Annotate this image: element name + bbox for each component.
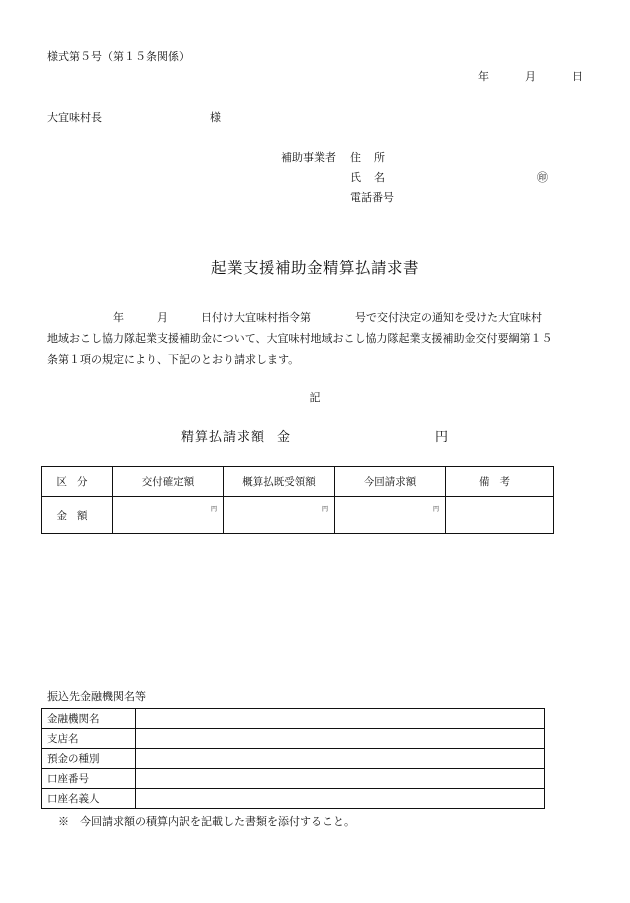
header-advance-received: 概算払既受領額 bbox=[224, 467, 335, 497]
bank-row bbox=[42, 729, 545, 749]
seal-mark: ㊞ bbox=[537, 171, 548, 184]
current-claim-cell[interactable]: 円 bbox=[335, 497, 446, 534]
header-remarks: 備考 bbox=[446, 467, 554, 497]
account-number-field[interactable] bbox=[136, 769, 545, 789]
ki-heading: 記 bbox=[309, 391, 321, 404]
deposit-type-field[interactable] bbox=[136, 749, 545, 769]
body-line-1: 年 月 日付け大宜味村指令第 号で交付決定の通知を受けた大宜味村 bbox=[47, 311, 542, 324]
confirmed-amount-cell[interactable]: 円 bbox=[113, 497, 224, 534]
attachment-note: ※ 今回請求額の積算内訳を記載した書類を添付すること。 bbox=[58, 815, 355, 828]
bank-heading: 振込先金融機関名等 bbox=[47, 690, 146, 703]
name-label: 氏名 bbox=[350, 171, 398, 184]
bank-name-field[interactable] bbox=[136, 709, 545, 729]
date-month-label: 月 bbox=[525, 70, 536, 83]
body-paragraph bbox=[47, 307, 587, 370]
account-holder-label: 口座名義人 bbox=[42, 789, 136, 809]
document-title: 起業支援補助金精算払請求書 bbox=[210, 259, 419, 277]
amount-value-row bbox=[42, 497, 554, 534]
header-category: 区分 bbox=[42, 467, 113, 497]
bank-row bbox=[42, 789, 545, 809]
addressee-honorific: 様 bbox=[210, 111, 221, 124]
deposit-type-label: 預金の種別 bbox=[42, 749, 136, 769]
date-day-label: 日 bbox=[572, 70, 583, 83]
claim-yen: 円 bbox=[435, 430, 449, 445]
body-line-2: 地域おこし協力隊起業支援補助金について、大宜味村地域おこし協力隊起業支援補助金交付要綱第１５ bbox=[47, 332, 553, 345]
bank-table bbox=[41, 708, 545, 809]
form-number: 様式第５号（第１５条関係） bbox=[47, 50, 190, 63]
remarks-cell[interactable] bbox=[446, 497, 554, 534]
advance-received-cell[interactable]: 円 bbox=[224, 497, 335, 534]
bank-row bbox=[42, 749, 545, 769]
bank-row bbox=[42, 709, 545, 729]
claim-amount-label: 精算払請求額 bbox=[181, 430, 266, 445]
header-confirmed-amount: 交付確定額 bbox=[113, 467, 224, 497]
bank-row bbox=[42, 769, 545, 789]
account-holder-field[interactable] bbox=[136, 789, 545, 809]
amount-header-row bbox=[42, 467, 554, 497]
branch-name-label: 支店名 bbox=[42, 729, 136, 749]
date-year-label: 年 bbox=[478, 70, 489, 83]
header-current-claim: 今回請求額 bbox=[335, 467, 446, 497]
address-label: 住所 bbox=[350, 151, 398, 164]
body-line-3: 条第１項の規定により、下記のとおり請求します。 bbox=[47, 353, 300, 366]
row-label-amount: 金額 bbox=[42, 497, 113, 534]
addressee: 大宜味村長 bbox=[47, 111, 102, 124]
amount-table bbox=[41, 466, 554, 534]
claim-kin: 金 bbox=[277, 430, 291, 445]
applicant-label: 補助事業者 bbox=[281, 151, 336, 164]
branch-name-field[interactable] bbox=[136, 729, 545, 749]
phone-label: 電話番号 bbox=[350, 191, 394, 204]
account-number-label: 口座番号 bbox=[42, 769, 136, 789]
bank-name-label: 金融機関名 bbox=[42, 709, 136, 729]
